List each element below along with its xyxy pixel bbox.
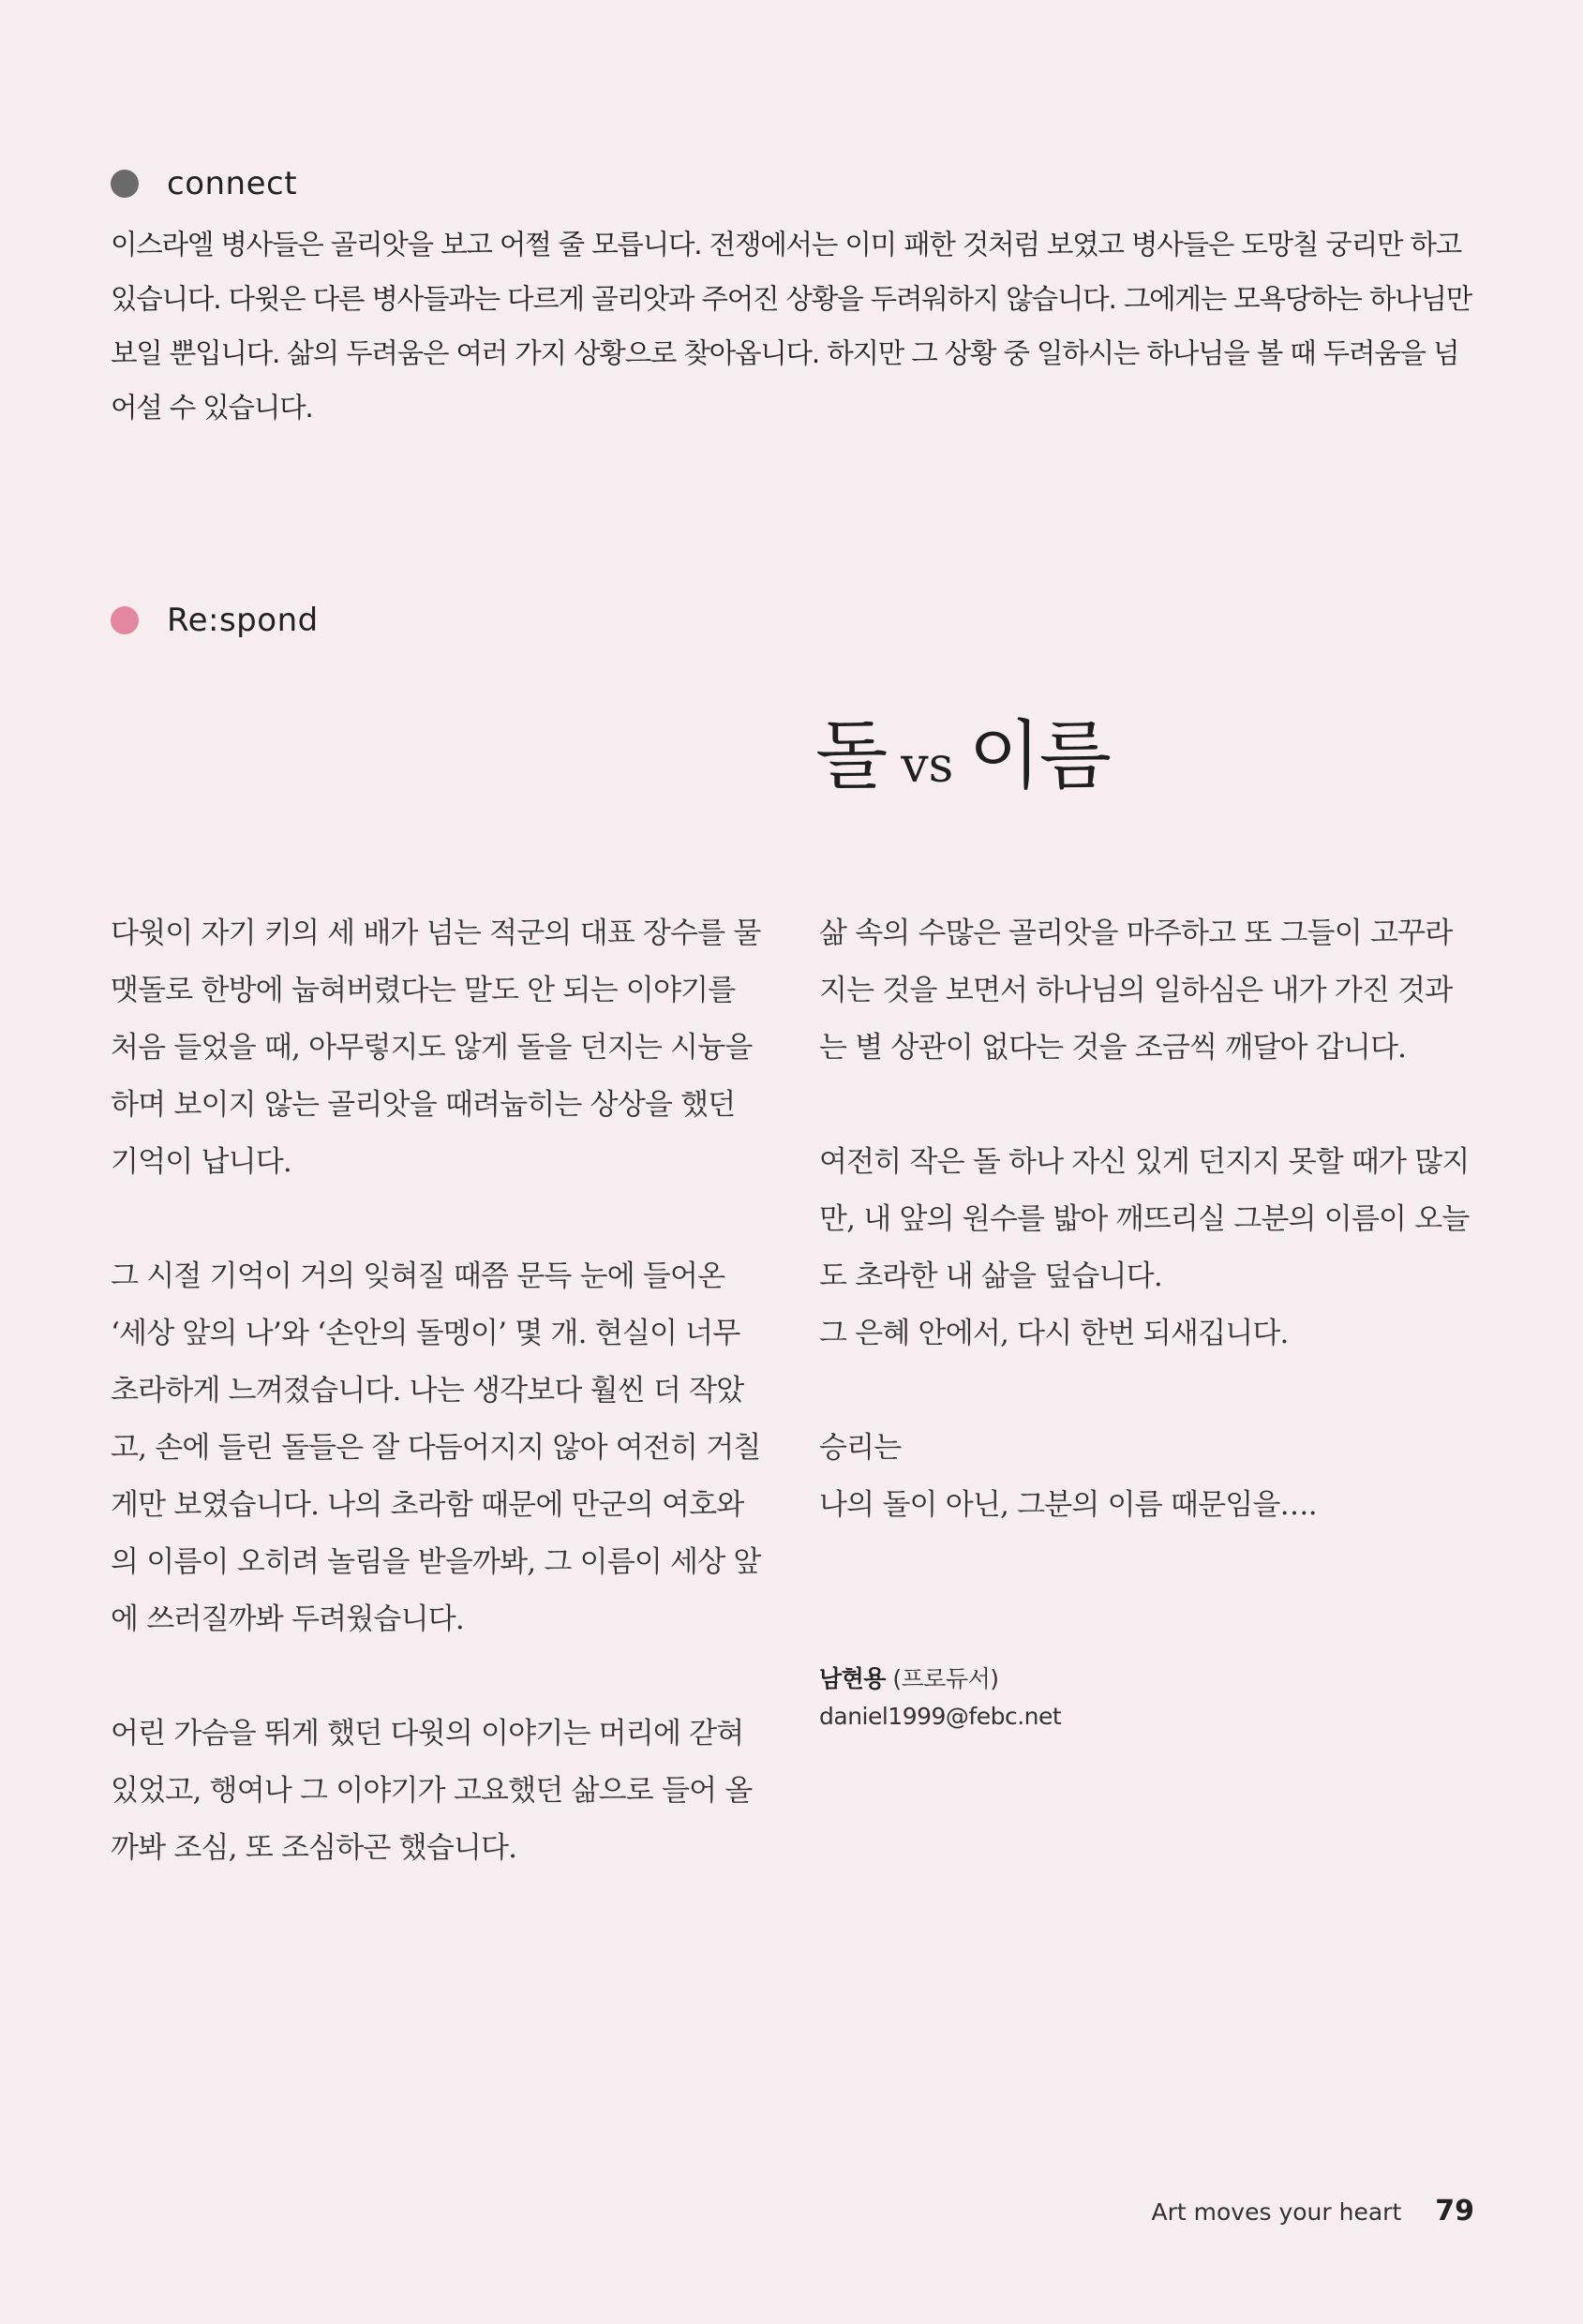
author-credit (819, 1661, 1061, 1736)
author-name: 남현용 (819, 1665, 886, 1692)
article-paragraph: 다윗이 자기 키의 세 배가 넘는 적군의 대표 장수를 물맷돌로 한방에 눕혀버렸다는 말도 안 되는 이야기를 처음 들었을 때, 아무렇지도 않게 돌을 던지는 시늉을 하며 보이지 않는 골리앗을 때려눕히는 상상을 했던 기억이 납니다. (111, 916, 761, 1179)
article-left-column (111, 905, 767, 1877)
article-paragraph: 여전히 작은 돌 하나 자신 있게 던지지 못할 때가 많지만, 내 앞의 원수를 밟아 깨뜨리실 그분의 이름이 오늘도 초라한 내 삶을 덮습니다. (819, 1145, 1470, 1293)
author-role: (프로듀서) (892, 1665, 999, 1692)
connect-bullet-dot (111, 170, 139, 198)
article-title (815, 695, 1110, 808)
article-paragraph: 그 시절 기억이 거의 잊혀질 때쯤 문득 눈에 들어온 ‘세상 앞의 나’와 ‘손안의 돌멩이’ 몇 개. 현실이 너무 초라하게 느껴졌습니다. 나는 생각보다 훨씬 더 작았고, 손에 들린 돌들은 잘 다듬어지지 않아 여전히 거칠게만 보였습니다. 나의 초라함 때문에 만군의 여호와의 이름이 오히려 놀림을 받을까봐, 그 이름이 세상 앞에 쓰러질까봐 두려웠습니다. (111, 1259, 761, 1636)
article-title-part2: 이름 (968, 712, 1110, 799)
article-closing-line: 승리는 (819, 1431, 902, 1465)
respond-section-header (111, 602, 319, 639)
connect-section-header (111, 165, 297, 202)
connect-section-title: connect (167, 165, 298, 202)
author-name-line (819, 1661, 1061, 1698)
article-paragraph-line: 그 은혜 안에서, 다시 한번 되새깁니다. (819, 1317, 1289, 1350)
author-email: daniel1999@febc.net (819, 1703, 1062, 1730)
respond-section-title: Re:spond (167, 602, 319, 639)
article-paragraph: 어린 가슴을 뛰게 했던 다윗의 이야기는 머리에 갇혀 있었고, 행여나 그 이야기가 고요했던 삶으로 들어 올까봐 조심, 또 조심하곤 했습니다. (111, 1717, 753, 1865)
footer-tagline: Art moves your heart (1151, 2198, 1402, 2226)
article-title-vs: vs (901, 737, 954, 794)
page-number: 79 (1435, 2195, 1474, 2227)
article-paragraph: 삶 속의 수많은 골리앗을 마주하고 또 그들이 고꾸라지는 것을 보면서 하나님의 일하심은 내가 가진 것과는 별 상관이 없다는 것을 조금씩 깨달아 갑니다. (819, 916, 1453, 1065)
connect-body-text: 이스라엘 병사들은 골리앗을 보고 어쩔 줄 모릅니다. 전쟁에서는 이미 패한 것처럼 보였고 병사들은 도망칠 궁리만 하고 있습니다. 다윗은 다른 병사들과는 다르게 골리앗과 주어진 상황을 두려워하지 않습니다. 그에게는 모욕당하는 하나님만 보일 뿐입니다. 삶의 두려움은 여러 가지 상황으로 찾아옵니다. 하지만 그 상황 중 일하시는 하나님을 볼 때 두려움을 넘어설 수 있습니다. (111, 229, 1472, 424)
article-right-column (819, 905, 1475, 1534)
page-footer (1152, 2195, 1474, 2227)
article-closing-line: 나의 돌이 아닌, 그분의 이름 때문임을…. (819, 1488, 1317, 1522)
respond-bullet-dot (111, 606, 139, 634)
article-title-part1: 돌 (815, 712, 887, 799)
